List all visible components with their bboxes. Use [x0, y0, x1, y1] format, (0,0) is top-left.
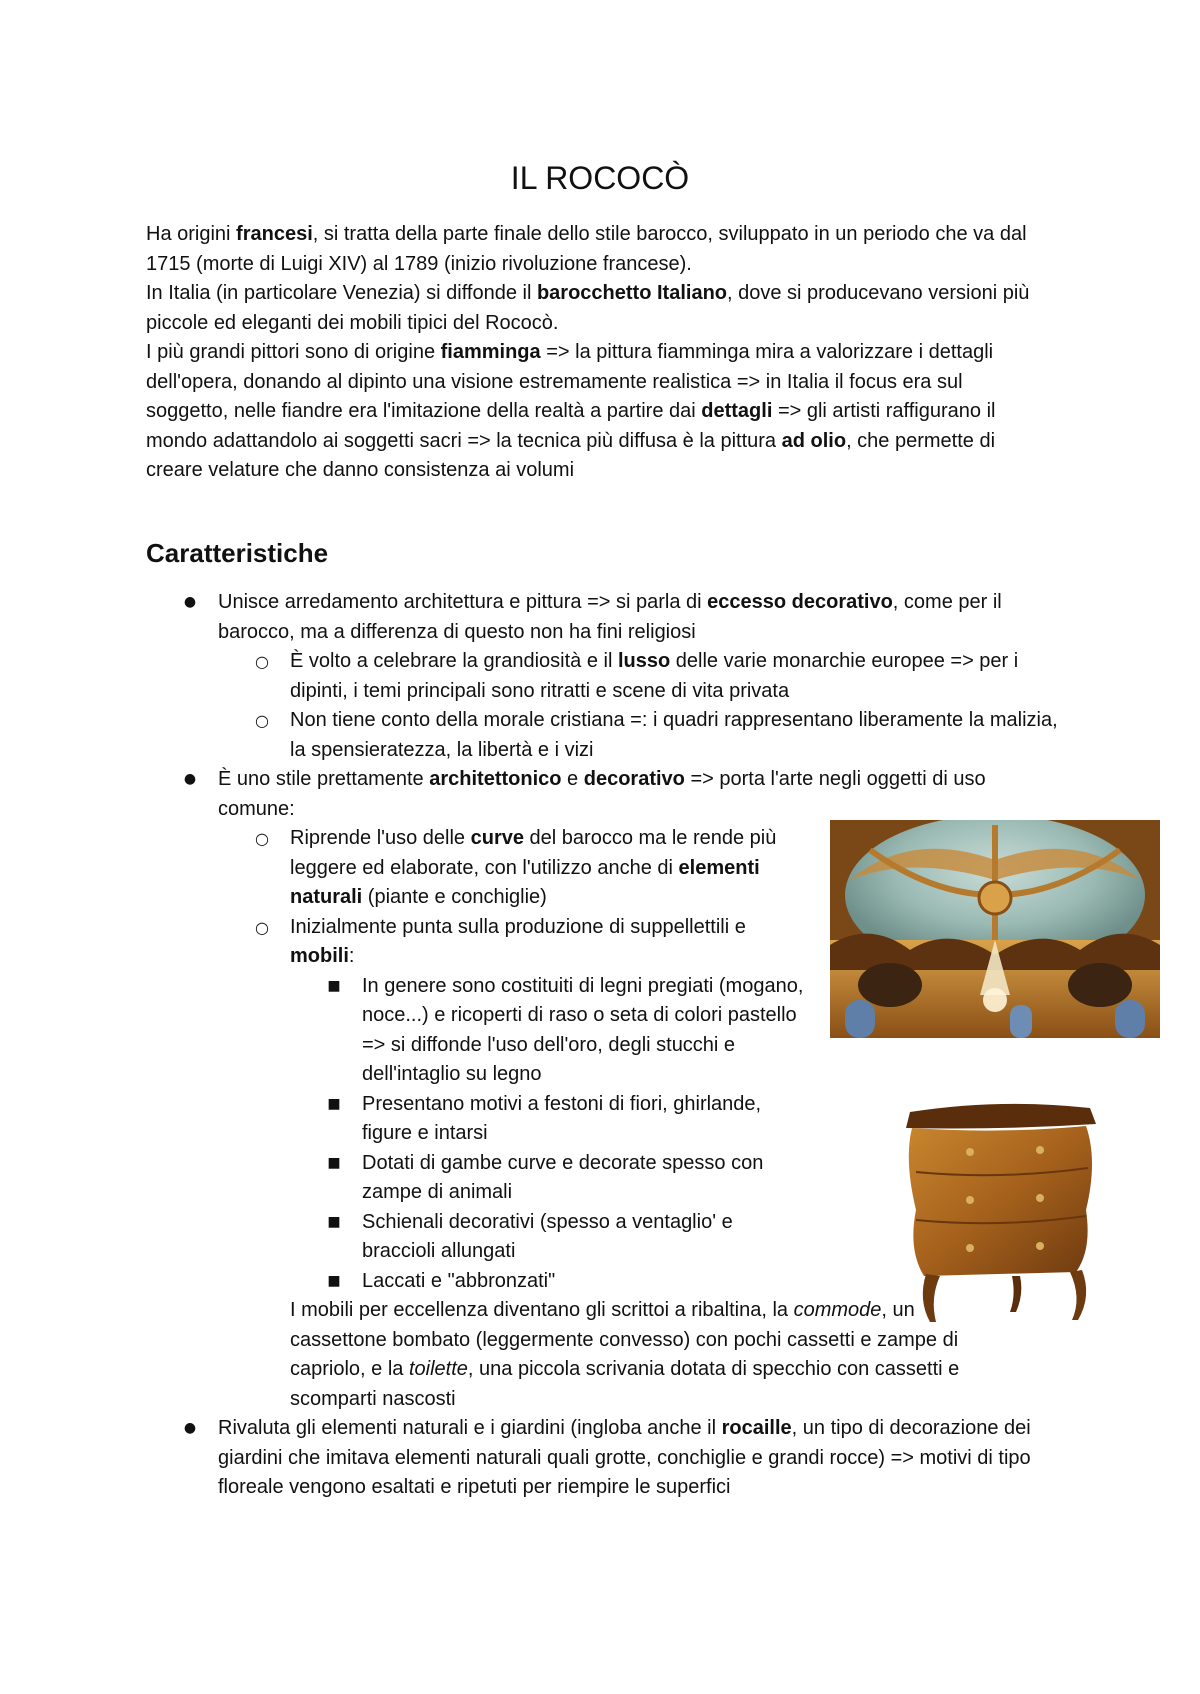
list-item: ■ Laccati e "abbronzati": [362, 1267, 810, 1297]
bullet-circle-icon: ○: [255, 711, 269, 730]
bullet-square-icon: ■: [327, 1213, 341, 1230]
intro-paragraph-origins: Ha origini francesi, si tratta della parte finale dello stile barocco, sviluppato in un periodo che va dal 1715 (morte di Luigi XIV) al 1789 (inizio rivoluzione francese).: [146, 223, 1027, 275]
section-heading: Caratteristiche: [146, 538, 329, 568]
intro-paragraph-italy: In Italia (in particolare Venezia) si diffonde il barocchetto Italiano, dove si producevano versioni più piccole ed eleganti dei mobili tipici del Rococò.: [146, 282, 1030, 334]
bullet-circle-icon: ○: [255, 652, 269, 671]
list-item: ○ È volto a celebrare la grandiosità e il lusso delle varie monarchie europee => per i dipinti, i temi principali sono ritratti e scene di vita privata: [290, 647, 1066, 706]
bullet-disc-icon: ●: [183, 594, 197, 610]
intro-paragraph-painters: I più grandi pittori sono di origine fiamminga => la pittura fiamminga mira a valorizzare i dettagli dell'opera, donando al dipinto una visione estremamente realistica => in Italia il focus era sul soggetto, nelle fiandre era l'imitazione della realtà a partire dai dettagli => gli artisti raffigurano il mondo adattandolo ai soggetti sacri => la tecnica più diffusa è la pittura ad olio, che permette di creare velature che danno consistenza ai volumi: [146, 341, 996, 481]
characteristics-list: [146, 588, 1066, 1503]
page-title: IL ROCOCÒ: [510, 160, 690, 196]
bullet-circle-icon: ○: [255, 917, 269, 937]
list-item: ○ Non tiene conto della morale cristiana =: i quadri rappresentano liberamente la malizia, la spensieratezza, la libertà e i vizi: [290, 706, 1066, 765]
bullet-square-icon: ■: [327, 1095, 341, 1112]
rococo-ceiling-image: [830, 820, 1160, 1038]
furniture-paragraph: I mobili per eccellenza diventano gli scrittoi a ribaltina, la commode, un cassettone bombato (leggermente convesso) con pochi cassetti e zampe di capriolo, e la toilette, una piccola scrivania dotata di specchio con cassetti e scomparti nascosti: [290, 1299, 960, 1410]
bullet-circle-icon: ○: [255, 829, 269, 848]
intro-text: [146, 220, 1046, 486]
bullet-square-icon: ■: [327, 1154, 341, 1171]
list-item: ■ Schienali decorativi (spesso a ventaglio' e braccioli allungati: [362, 1208, 810, 1267]
list-item: ■ Presentano motivi a festoni di fiori, ghirlande, figure e intarsi: [362, 1090, 810, 1149]
list-item: ■ Dotati di gambe curve e decorate spesso con zampe di animali: [362, 1149, 810, 1208]
list-item: ● Rivaluta gli elementi naturali e i giardini (ingloba anche il rocaille, un tipo di decorazione dei giardini che imitava elementi naturali quali grotte, conchiglie e grandi rocce) => motivi di tipo floreale vengono esaltati e ripetuti per riempire le superfici: [146, 1414, 1066, 1503]
list-item: ● È uno stile prettamente architettonico e decorativo => porta l'arte negli oggetti di uso comune: ○ Riprende l'uso delle curve del barocco ma le rende più leggere ed elaborate, con l'utilizzo anche di elementi naturali (piante e conchiglie) ○ Inizialmente punta sulla produzione di suppellettili e mobili: ■ In genere sono costituiti di legni pregiati (mogano, noce...) e ricoperti di raso o seta di colori pastello => si diffonde l'uso dell'oro, degli stucchi e dell'intaglio su legno ■ Presentano motivi a festoni di fiori, ghirlande, figure e intarsi ■ Dotati di gambe curve e decorate spesso con zampe di animali ■ Schienali decorativi (spesso a ventaglio' e braccioli allungati ■ Laccati e "abbronzati" I mobili per eccellenza diventano gli scrittoi a ribaltina, la commode, un cassettone bombato (leggermente convesso) con pochi cassetti e zampe di capriolo, e la toilette, una piccola scrivania dotata di specchio con cassetti e scomparti nascosti: [146, 765, 1066, 1414]
bullet-disc-icon: ●: [183, 771, 197, 787]
list-item: ● Unisce arredamento architettura e pittura => si parla di eccesso decorativo, come per il barocco, ma a differenza di questo non ha fini religiosi ○ È volto a celebrare la grandiosità e il lusso delle varie monarchie europee => per i dipinti, i temi principali sono ritratti e scene di vita privata ○ Non tiene conto della morale cristiana =: i quadri rappresentano liberamente la malizia, la spensieratezza, la libertà e i vizi: [146, 588, 1066, 765]
list-item: ○ Riprende l'uso delle curve del barocco ma le rende più leggere ed elaborate, con l'utilizzo anche di elementi naturali (piante e conchiglie): [290, 824, 810, 913]
list-item: ■ In genere sono costituiti di legni pregiati (mogano, noce...) e ricoperti di raso o seta di colori pastello => si diffonde l'uso dell'oro, degli stucchi e dell'intaglio su legno: [362, 972, 810, 1090]
commode-image: [900, 1100, 1100, 1325]
bullet-square-icon: ■: [327, 1272, 341, 1289]
bullet-disc-icon: ●: [183, 1420, 197, 1436]
bullet-square-icon: ■: [327, 977, 341, 994]
list-item: ○ Inizialmente punta sulla produzione di suppellettili e mobili: ■ In genere sono costituiti di legni pregiati (mogano, noce...) e ricoperti di raso o seta di colori pastello => si diffonde l'uso dell'oro, degli stucchi e dell'intaglio su legno ■ Presentano motivi a festoni di fiori, ghirlande, figure e intarsi ■ Dotati di gambe curve e decorate spesso con zampe di animali ■ Schienali decorativi (spesso a ventaglio' e braccioli allungati ■ Laccati e "abbronzati": [290, 913, 810, 1297]
